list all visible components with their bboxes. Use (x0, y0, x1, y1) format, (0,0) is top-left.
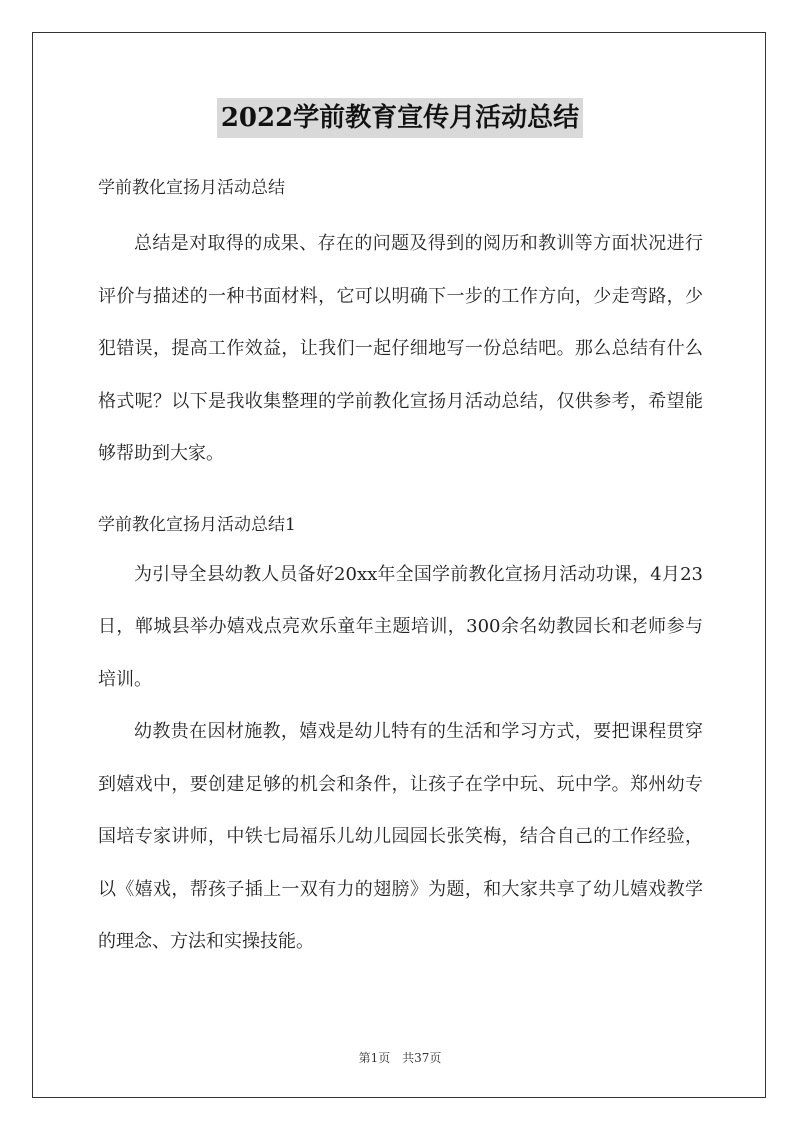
page-footer (0, 1049, 800, 1066)
intro-paragraph: 总结是对取得的成果、存在的问题及得到的阅历和教训等方面状况进行评价与描述的一种书面材料，它可以明确下一步的工作方向，少走弯路，少犯错误，提高工作效益，让我们一起仔细地写一份总结吧。那么总结有什么格式呢？以下是我收集整理的学前教化宣扬月活动总结，仅供参考，希望能够帮助到大家。 (98, 233, 703, 464)
body-paragraph-2: 幼教贵在因材施教，嬉戏是幼儿特有的生活和学习方式，要把课程贯穿到嬉戏中，要创建足够的机会和条件，让孩子在学中玩、玩中学。郑州幼专国培专家讲师，中铁七局福乐儿幼儿园园长张笑梅，结合自己的工作经验，以《嬉戏，帮孩子插上一双有力的翅膀》为题，和大家共享了幼儿嬉戏教学的理念、方法和实操技能。 (98, 721, 703, 952)
body-paragraph-1: 为引导全县幼教人员备好20xx年全国学前教化宣扬月活动功课，4月23日，郸城县举办嬉戏点亮欢乐童年主题培训，300余名幼教园长和老师参与培训。 (98, 563, 703, 690)
page-total: 共37页 (402, 1051, 442, 1065)
document-title: 2022学前教育宣传月活动总结 (217, 98, 583, 138)
title-wrap (0, 98, 800, 138)
subheading-1: 学前教化宣扬月活动总结1 (98, 514, 296, 535)
page-number: 第1页 (358, 1051, 391, 1065)
document-body (98, 168, 703, 969)
section-heading: 学前教化宣扬月活动总结 (98, 178, 285, 198)
